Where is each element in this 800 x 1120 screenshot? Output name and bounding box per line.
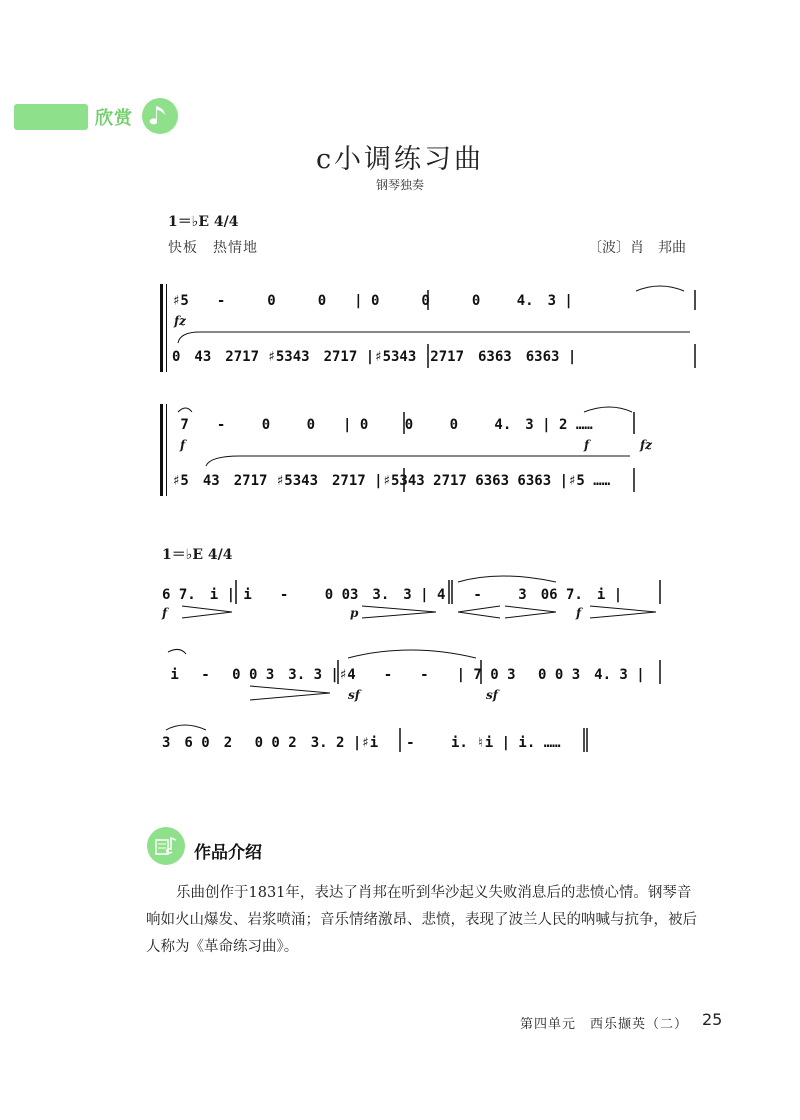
dynamic-marking: f (162, 606, 168, 620)
dynamic-marking: p (350, 606, 359, 620)
intro-paragraph: 乐曲创作于1831年，表达了肖邦在听到华沙起义失败消息后的悲愤心情。钢琴音响如火山爆发、岩浆喷涌；音乐情绪激昂、悲愤，表现了波兰人民的呐喊与抗争，被后人称为《革命练习曲》。 (146, 885, 697, 955)
system2-treble: 7 - 0 0 | 0 0 0 4. 3 | 2 …… (172, 417, 593, 433)
tempo-marking: 快板 热情地 (168, 240, 258, 256)
piece-title: c小调练习曲 (315, 144, 485, 175)
dynamic-marking: fz (640, 438, 652, 452)
key-signature: 1＝♭E 4/4 (162, 547, 233, 563)
dynamic-marking: f (180, 438, 186, 452)
dynamic-marking: f (576, 606, 582, 620)
system1-treble: ♯5 - 0 0 | 0 0 0 4. 3 | (172, 293, 573, 309)
footer-unit: 第四单元 西乐撷英（二） (520, 1017, 689, 1032)
dynamic-marking: f (584, 438, 590, 452)
system5-melody: 3 6 0 2 0 0 2 3. 2 |♯i - i. ♮i | i. …… (162, 735, 561, 751)
system1-bass: 0 43 2717 ♯5343 2717 |♯5343 2717 6363 6363 | (172, 349, 577, 365)
page-number: 25 (702, 1010, 723, 1029)
dynamic-marking: sf (348, 688, 360, 702)
intro-heading: 作品介绍 (194, 843, 262, 863)
intro-section-icon (146, 826, 186, 866)
composer-credit: 〔波〕肖 邦曲 (588, 240, 686, 256)
system2-bass: ♯5 43 2717 ♯5343 2717 |♯5343 2717 6363 6363 |♯5 …… (172, 473, 611, 489)
system4-melody: i - 0 0 3 3. 3 |♯4 - - | 7 0 3 0 0 3 4. 3 | (162, 667, 645, 683)
section-label: 欣赏 (95, 108, 133, 129)
key-signature: 1＝♭E 4/4 (168, 214, 239, 230)
piece-subtitle: 钢琴独奏 (375, 178, 424, 192)
dynamic-marking: sf (486, 688, 498, 702)
system3-melody: 6 7. i | i - 0 03 3. 3 | 4 - 3 06 7. i | (162, 587, 623, 603)
dynamic-marking: fz (174, 314, 186, 328)
